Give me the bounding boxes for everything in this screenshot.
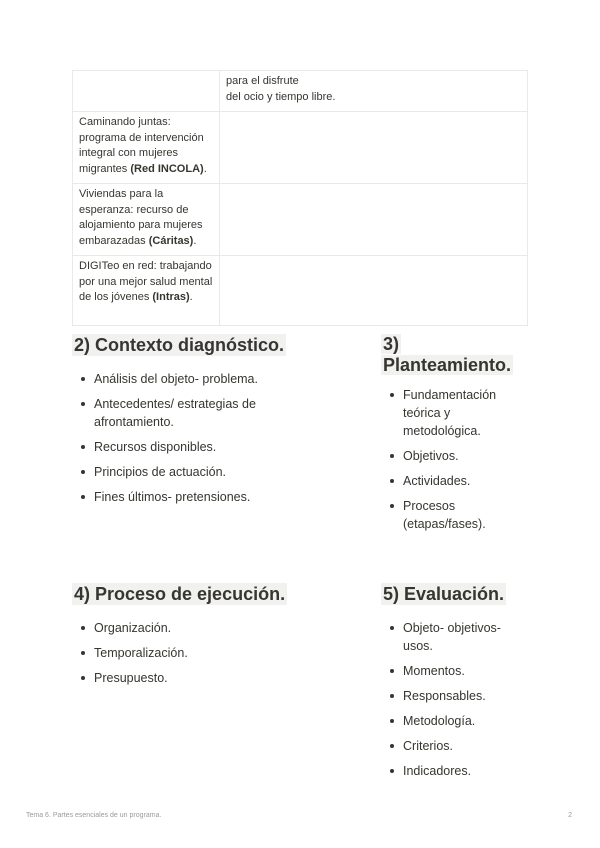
punct: . <box>203 162 207 175</box>
table-cell <box>220 256 528 326</box>
footer-title: Tema 6. Partes esenciales de un programa. <box>26 812 162 819</box>
list-item: Objeto- objetivos- usos. <box>381 619 528 655</box>
page-number: 2 <box>568 812 572 819</box>
bullet-list <box>381 386 528 533</box>
list-item: Fines últimos- pretensiones. <box>72 488 332 506</box>
list-item: Metodología. <box>381 712 528 730</box>
list-item: Criterios. <box>381 737 528 755</box>
list-item: Indicadores. <box>381 762 528 780</box>
list-item: Fundamentación teórica y metodológica. <box>381 386 528 440</box>
punct: . <box>193 234 197 247</box>
program-name: Viviendas para la esperanza: recurso de alojamiento para mujeres embarazadas <box>79 188 203 247</box>
list-item: Análisis del objeto- problema. <box>72 370 332 388</box>
section-title <box>381 334 528 376</box>
title-line: 3) <box>383 334 400 354</box>
list-item: Procesos (etapas/fases). <box>381 497 528 533</box>
section-title: 4) Proceso de ejecución. <box>74 584 286 604</box>
table-cell <box>73 256 220 326</box>
list-item: Temporalización. <box>72 644 332 662</box>
program-org: (Red INCOLA) <box>130 162 204 175</box>
program-org: (Cáritas) <box>148 234 194 247</box>
list-item: Momentos. <box>381 662 528 680</box>
table-cell <box>73 71 220 112</box>
punct: . <box>189 291 193 303</box>
program-name: DIGITeo en red: trabajando por una mejor salud mental de los jóvenes <box>79 260 213 303</box>
list-item: Responsables. <box>381 687 528 705</box>
list-item: Antecedentes/ estrategias de afrontamiento. <box>72 395 332 431</box>
list-item: Presupuesto. <box>72 669 332 687</box>
cell-text: del ocio y tiempo libre. <box>226 90 336 103</box>
table-row <box>73 71 528 112</box>
section-ejecucion <box>72 583 332 694</box>
programs-table <box>72 70 528 326</box>
table-cell <box>220 71 528 112</box>
table-cell <box>73 184 220 256</box>
table-row <box>73 184 528 256</box>
list-item: Organización. <box>72 619 332 637</box>
table-cell <box>73 112 220 184</box>
section-title: 2) Contexto diagnóstico. <box>74 335 285 355</box>
list-item: Principios de actuación. <box>72 463 332 481</box>
table-row <box>73 256 528 326</box>
program-org: (Intras) <box>152 291 190 303</box>
table-cell <box>220 184 528 256</box>
bullet-list <box>381 619 528 780</box>
title-line: Planteamiento. <box>383 355 512 375</box>
bullet-list <box>72 370 332 506</box>
section-evaluacion <box>381 583 528 787</box>
list-item: Recursos disponibles. <box>72 438 332 456</box>
table-row <box>73 112 528 184</box>
table-cell <box>220 112 528 184</box>
section-contexto <box>72 334 332 513</box>
bullet-list <box>72 619 332 687</box>
cell-text: para el disfrute <box>226 75 299 87</box>
section-planteamiento <box>381 334 528 540</box>
list-item: Actividades. <box>381 472 528 490</box>
section-title: 5) Evaluación. <box>383 584 505 604</box>
program-name: Caminando juntas: programa de intervención integral con mujeres migrantes <box>79 116 204 175</box>
list-item: Objetivos. <box>381 447 528 465</box>
